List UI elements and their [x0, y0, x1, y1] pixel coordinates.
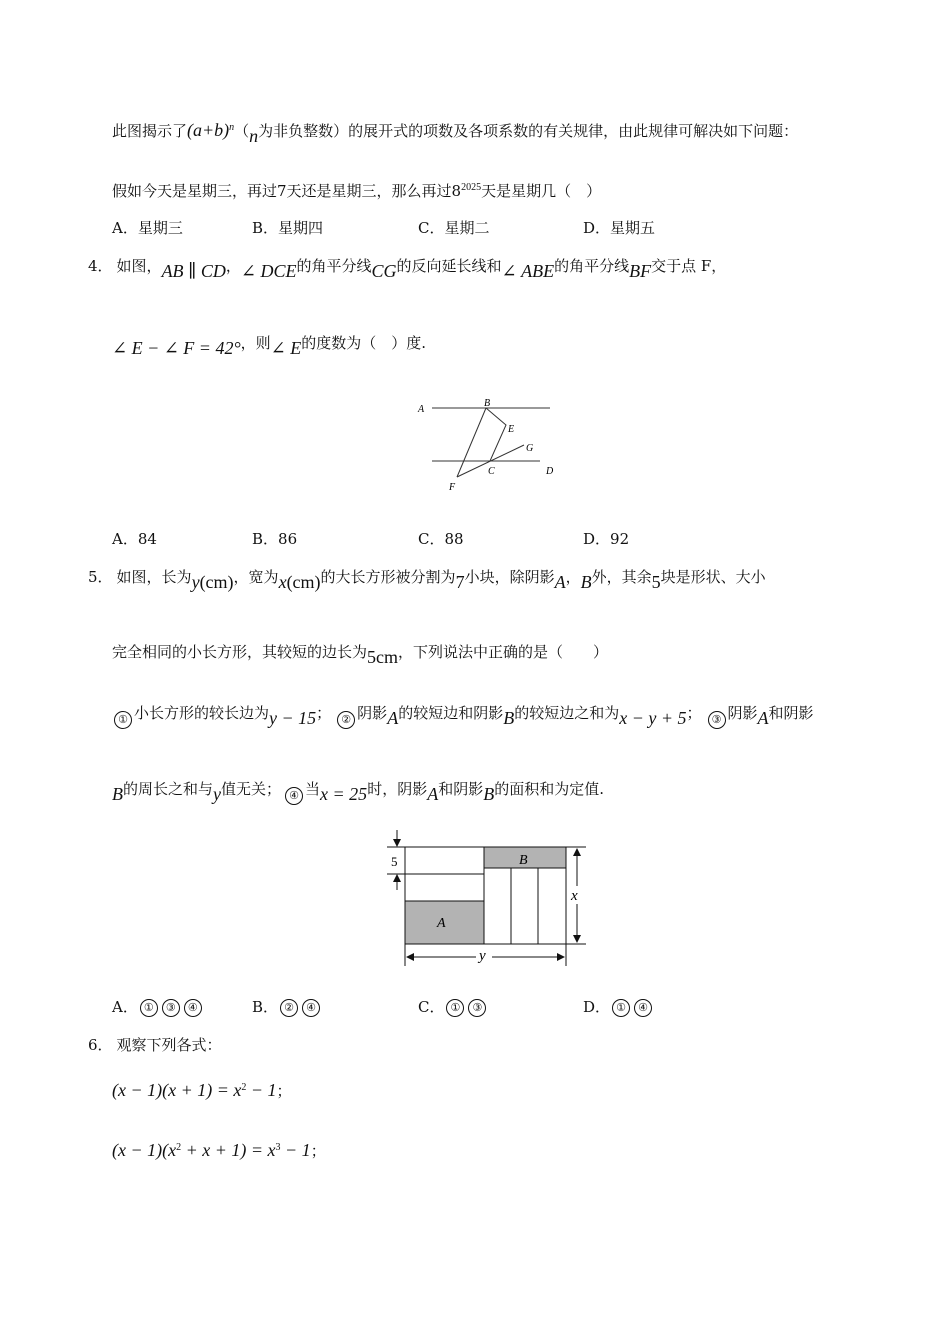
- s4d: 的面积和为定值.: [494, 780, 604, 798]
- opt-label: A．: [112, 998, 138, 1016]
- q3-option-b[interactable]: [252, 217, 323, 238]
- eq2b: + x + 1) = x: [181, 1140, 276, 1160]
- s1m: y − 15: [269, 708, 317, 728]
- label-b: B: [484, 398, 491, 409]
- q5-t7: 块是形状、大小: [660, 568, 766, 586]
- q5-option-a[interactable]: [112, 996, 204, 1017]
- q5-line2: [112, 641, 609, 667]
- q5-t9: ，下列说法中正确的是（ ）: [398, 643, 609, 661]
- label-d: D: [546, 466, 554, 477]
- label-b: B: [519, 853, 528, 868]
- q5-t3: 的大长方形被分割为: [320, 568, 456, 586]
- opt-text: 星期四: [278, 219, 324, 237]
- q4-t8: 的度数为（ ）度.: [301, 334, 427, 352]
- s2d: ；: [686, 704, 702, 722]
- q3-exponent: 2025: [461, 182, 482, 193]
- statement-4-marker: ④: [285, 787, 303, 805]
- eq1-semi: ；: [276, 1082, 292, 1100]
- q3-option-c[interactable]: [418, 217, 490, 238]
- s2c: 的较短边之和为: [514, 704, 620, 722]
- q4-option-a[interactable]: [112, 528, 157, 549]
- q5-m4: B: [580, 572, 592, 592]
- opt-circ: ②: [280, 999, 298, 1017]
- s1a: 小长方形的较长边为: [134, 704, 270, 722]
- opt-label: B．: [252, 530, 279, 548]
- q4-m5: BF: [629, 261, 652, 281]
- intro-suffix: 为非负整数）的展开式的项数及各项系数的有关规律，由此规律可解决如下问题：: [258, 122, 799, 140]
- label-a: A: [437, 916, 446, 931]
- q3-text-a: 假如今天是星期三，再过7天还是星期三，那么再过8: [112, 182, 462, 200]
- q5-line3: [112, 702, 814, 728]
- q4-figure: [410, 395, 570, 495]
- s3m2: B: [112, 784, 123, 804]
- opt-circ: ④: [302, 999, 320, 1017]
- s2m1: A: [387, 708, 399, 728]
- s4c: 和阴影: [438, 780, 484, 798]
- opt-label: D．: [583, 998, 611, 1016]
- q4-t1: 如图，: [116, 257, 162, 275]
- line-bf: [457, 408, 486, 477]
- q5-line4: [112, 778, 604, 804]
- q3-text-b: 天是星期几（ ）: [481, 182, 602, 200]
- opt-text: 星期五: [610, 219, 656, 237]
- q6-question: [88, 1034, 222, 1055]
- s4a: 当: [305, 780, 321, 798]
- opt-circ: ③: [162, 999, 180, 1017]
- s3a: 阴影: [727, 704, 758, 722]
- opt-text: 84: [137, 530, 157, 548]
- q4-line1: [88, 255, 727, 281]
- statement-2-marker: ②: [337, 711, 355, 729]
- q4-t2: ，: [225, 257, 241, 275]
- statement-1-marker: ①: [114, 711, 132, 729]
- q3-option-d[interactable]: [583, 217, 655, 238]
- opt-label: D．: [583, 219, 611, 237]
- opt-label: B．: [252, 219, 279, 237]
- label-a: A: [418, 404, 425, 415]
- q5-t6: 外，其余: [591, 568, 652, 586]
- opt-label: A．: [112, 530, 138, 548]
- opt-circ: ①: [446, 999, 464, 1017]
- opt-circ: ①: [612, 999, 630, 1017]
- q4-m4: ∠ ABE: [501, 261, 555, 281]
- eq1: (x − 1)(x + 1) = x: [112, 1080, 242, 1100]
- label-y: y: [479, 948, 486, 964]
- q5-m3: A: [554, 572, 566, 592]
- q5-u1: (cm): [199, 572, 234, 592]
- statement-3-marker: ③: [708, 711, 726, 729]
- q4-number: 4．: [88, 257, 113, 275]
- eq1-exp: 2: [241, 1082, 247, 1093]
- q5-u2: (cm): [286, 572, 321, 592]
- q5-n3: 5cm: [367, 647, 399, 667]
- q5-m2: x: [278, 572, 287, 592]
- s4m1: A: [427, 784, 439, 804]
- label-c: C: [488, 466, 495, 477]
- opt-label: B．: [252, 998, 279, 1016]
- q6-number: 6．: [88, 1036, 113, 1054]
- opt-text: 星期三: [137, 219, 183, 237]
- s4b: 时，阴影: [367, 780, 428, 798]
- q4-t5: 的角平分线: [554, 257, 630, 275]
- s4m: x = 25: [320, 784, 368, 804]
- s1b: ；: [316, 704, 332, 722]
- q6-equation-1: [112, 1080, 292, 1101]
- label-x: x: [571, 888, 578, 904]
- q5-t2: ，宽为: [233, 568, 279, 586]
- q4-m3: CG: [371, 261, 397, 281]
- binomial-expr: (a+b): [187, 120, 230, 140]
- q4-t6: 交于点 F，: [651, 257, 727, 275]
- q4-option-d[interactable]: [583, 528, 629, 549]
- n-var: n: [249, 126, 259, 146]
- q4-option-c[interactable]: [418, 528, 464, 549]
- s3m3: y: [213, 784, 222, 804]
- eq1-tail: − 1: [246, 1080, 277, 1100]
- intro-open: （: [234, 122, 250, 140]
- s2a: 阴影: [357, 704, 388, 722]
- label-g: G: [526, 443, 534, 454]
- q4-m1: AB ∥ CD: [161, 261, 226, 281]
- s2m3: x − y + 5: [619, 708, 687, 728]
- opt-label: C．: [418, 998, 445, 1016]
- q5-m1: y: [191, 572, 200, 592]
- q4-m2: ∠ DCE: [240, 261, 297, 281]
- label-f: F: [449, 482, 456, 493]
- s3c: 的周长之和与: [123, 780, 214, 798]
- label-e: E: [508, 424, 515, 435]
- opt-label: D．: [583, 530, 611, 548]
- q5-line1: [88, 566, 766, 592]
- q5-n1: 7: [455, 572, 465, 592]
- opt-label: C．: [418, 530, 445, 548]
- q6-equation-2: [112, 1140, 326, 1161]
- eq2a: (x − 1)(x: [112, 1140, 177, 1160]
- s4m2: B: [483, 784, 495, 804]
- opt-text: 星期二: [444, 219, 490, 237]
- q4-t4: 的反向延长线和: [396, 257, 502, 275]
- opt-label: C．: [418, 219, 445, 237]
- path-b-e-c: [486, 408, 506, 461]
- s3b: 和阴影: [768, 704, 814, 722]
- q4-option-b[interactable]: [252, 528, 297, 549]
- eq2a-exp: 2: [176, 1142, 182, 1153]
- opt-label: A．: [112, 219, 138, 237]
- q5-option-d[interactable]: [583, 996, 654, 1017]
- q4-m7: ∠ E: [270, 338, 302, 358]
- intro-line: [112, 120, 799, 146]
- q5-option-c[interactable]: [418, 996, 488, 1017]
- q5-t1: 如图，长为: [116, 568, 192, 586]
- binomial-exponent: n: [229, 122, 235, 133]
- opt-text: 88: [444, 530, 464, 548]
- opt-circ: ④: [184, 999, 202, 1017]
- s2m2: B: [503, 708, 515, 728]
- q4-line2: [112, 332, 427, 358]
- q5-number: 5．: [88, 568, 113, 586]
- s3d: 值无关；: [221, 780, 282, 798]
- label-five: 5: [391, 854, 398, 869]
- q5-t5: ，: [565, 568, 581, 586]
- eq2b-exp: 3: [275, 1142, 281, 1153]
- opt-text: 92: [610, 530, 630, 548]
- q5-t8: 完全相同的小长方形，其较短的边长为: [112, 643, 368, 661]
- eq2-semi: ；: [310, 1142, 326, 1160]
- eq2-tail: − 1: [280, 1140, 311, 1160]
- q5-n2: 5: [651, 572, 661, 592]
- s3m1: A: [757, 708, 769, 728]
- q5-t4: 小块，除阴影: [464, 568, 555, 586]
- q4-m6: ∠ E − ∠ F = 42°: [112, 338, 241, 358]
- intro-prefix: 此图揭示了: [112, 122, 188, 140]
- opt-circ: ④: [634, 999, 652, 1017]
- q3-question: [112, 180, 601, 201]
- opt-circ: ③: [468, 999, 486, 1017]
- s2b: 的较短边和阴影: [398, 704, 504, 722]
- q4-t3: 的角平分线: [296, 257, 372, 275]
- q6-text: 观察下列各式：: [116, 1036, 222, 1054]
- opt-circ: ①: [140, 999, 158, 1017]
- q4-t7: ，则: [240, 334, 271, 352]
- opt-text: 86: [278, 530, 298, 548]
- q3-option-a[interactable]: [112, 217, 183, 238]
- q5-figure: [380, 826, 590, 971]
- q5-option-b[interactable]: [252, 996, 322, 1017]
